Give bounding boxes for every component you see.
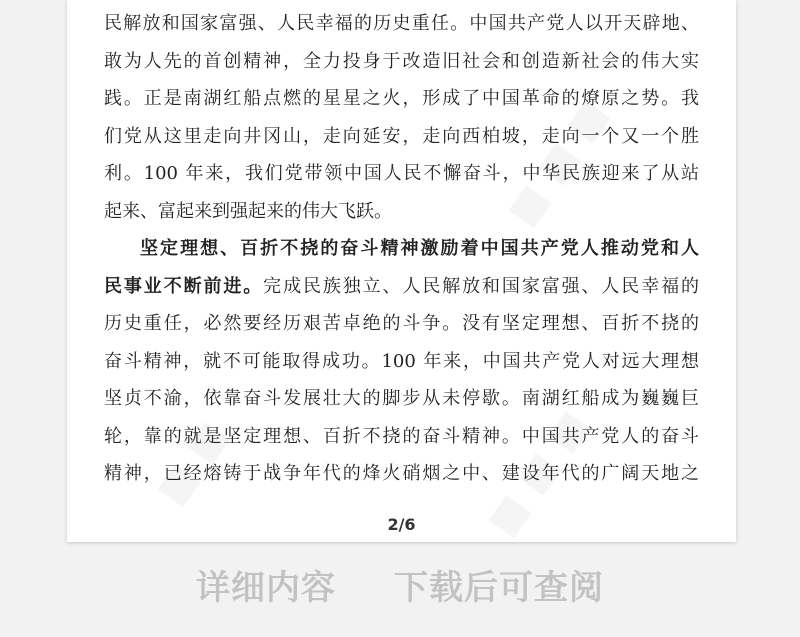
- text-line: 坚贞不渝，依靠奋斗发展壮大的脚步从未停歇。南湖红船成为巍巍巨: [104, 388, 699, 409]
- paragraph-heading-line: 坚定理想、百折不挠的奋斗精神激励着中国共产党人推动党和人: [140, 238, 699, 259]
- document-body: [104, 5, 699, 493]
- text-line: [104, 268, 699, 306]
- text-line: 们党从这里走向井冈山，走向延安，走向西柏坡，走向一个又一个胜: [104, 125, 699, 147]
- page-number: 2/6: [387, 515, 416, 534]
- paragraph-heading-bold: 民事业不断前进。: [104, 275, 264, 297]
- text-line: 历史重任，必然要经历艰苦卓绝的斗争。没有坚定理想、百折不挠的: [104, 313, 699, 334]
- document-page: [67, 0, 736, 542]
- download-to-view-label[interactable]: 下载后可查阅: [394, 568, 604, 608]
- text-line: 践。正是南湖红船点燃的星星之火，形成了中国革命的燎原之势。我: [104, 88, 699, 109]
- text-line: 轮，靠的就是坚定理想、百折不挠的奋斗精神。中国共产党人的奋斗: [104, 425, 699, 447]
- download-prompt[interactable]: [0, 560, 800, 609]
- text-line: 精神，已经熔铸于战争年代的烽火硝烟之中、建设年代的广阔天地之: [104, 463, 699, 484]
- text-line: 敢为人先的首创精神，全力投身于改造旧社会和创造新社会的伟大实: [104, 50, 699, 72]
- text-line: 民解放和国家富强、人民幸福的历史重任。中国共产党人以开天辟地、: [104, 13, 699, 34]
- detail-content-label[interactable]: 详细内容: [196, 568, 336, 608]
- text-line: 利。100 年来，我们党带领中国人民不懈奋斗，中华民族迎来了从站: [104, 163, 699, 184]
- text-line-rest: 完成民族独立、人民解放和国家富强、人民幸福的: [263, 275, 699, 297]
- text-line: 起来、富起来到强起来的伟大飞跃。: [104, 200, 392, 222]
- text-line: 奋斗精神，就不可能取得成功。100 年来，中国共产党人对远大理想: [104, 350, 699, 372]
